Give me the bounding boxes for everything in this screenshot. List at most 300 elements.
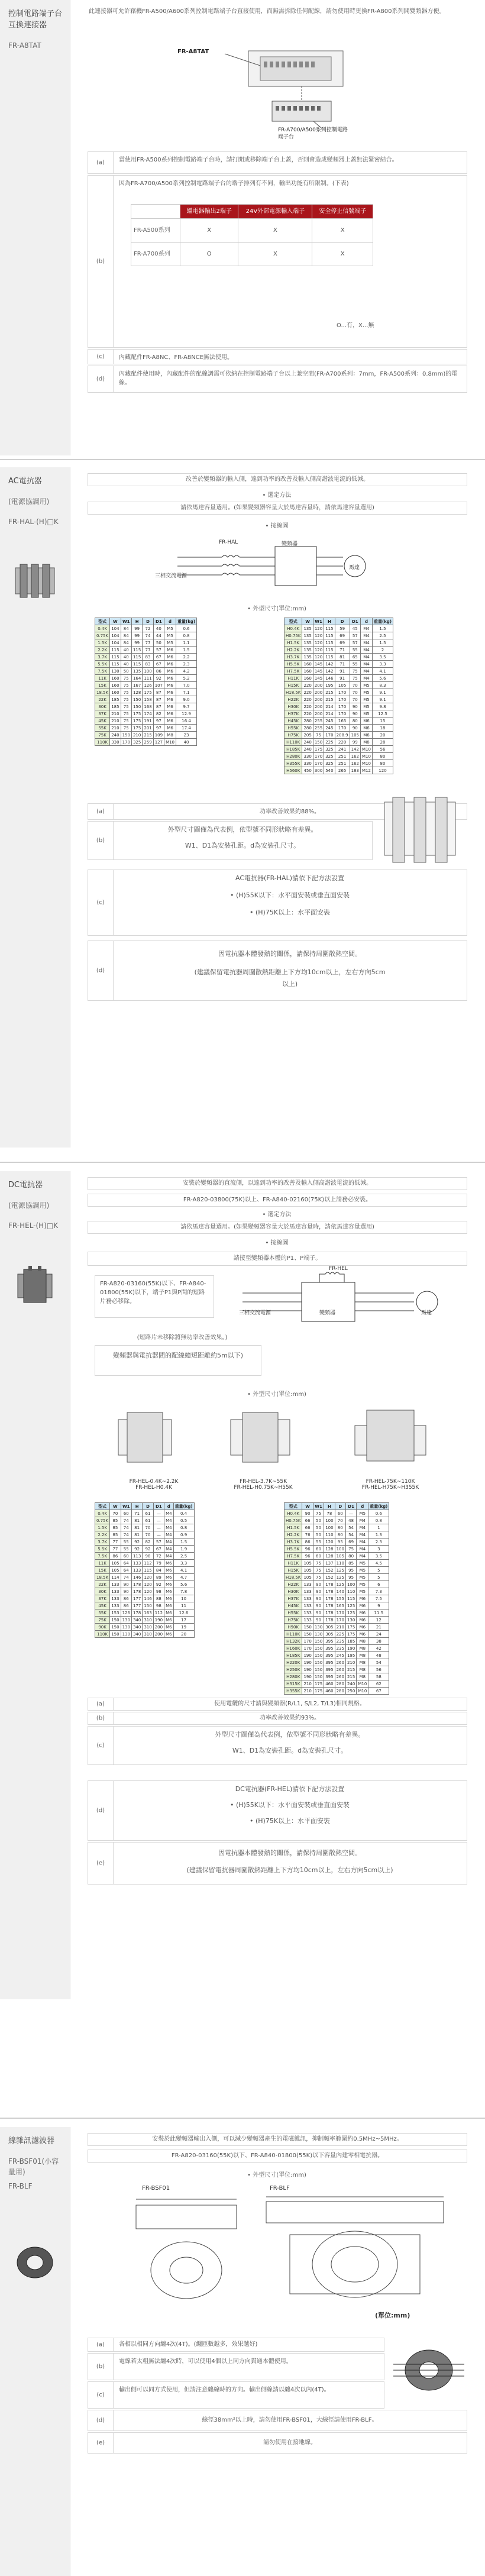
table-cell: H3.7K: [284, 654, 302, 661]
table-cell: 450: [302, 767, 313, 774]
table-cell: X: [312, 219, 373, 243]
table-row: [284, 732, 393, 739]
table-row: [95, 668, 197, 675]
table-cell: 105: [335, 682, 350, 689]
table-cell: M4: [361, 639, 373, 647]
table-cell: M4: [361, 661, 373, 668]
table-cell: 142: [350, 746, 360, 753]
table-cell: 195: [345, 1652, 356, 1659]
table-cell: 100: [345, 1581, 356, 1588]
table-cell: 190: [302, 1652, 313, 1659]
table-cell: 137: [324, 1560, 335, 1567]
table-cell: 80: [372, 760, 393, 767]
table-row: [95, 647, 197, 654]
table-row: [284, 654, 393, 661]
table-row: [284, 1609, 389, 1617]
table-cell: 395: [324, 1638, 335, 1645]
table-cell: 210: [110, 717, 121, 725]
table-cell: 130: [121, 1624, 131, 1631]
table-cell: 55K: [95, 725, 110, 732]
table-cell: 70: [350, 689, 360, 696]
table-cell: H250K: [284, 1666, 302, 1673]
table-cell: 126: [143, 682, 153, 689]
table-cell: 75: [121, 682, 131, 689]
wiring-label-reactor: FR-HAL: [219, 539, 238, 545]
table-cell: M5: [361, 710, 373, 717]
table-cell: 57: [153, 647, 164, 654]
note-text: DC電抗器(FR-HEL)請依下記方法設置: [235, 1785, 345, 1793]
table-cell: 1.9: [173, 1546, 194, 1553]
table-row: [95, 654, 197, 661]
table-row: [284, 739, 393, 746]
table-cell: 220: [302, 710, 313, 717]
table-cell: H11K: [284, 1560, 302, 1567]
table-cell: M4: [164, 1517, 174, 1524]
table-row: [95, 1581, 195, 1588]
table-cell: H110K: [284, 739, 302, 746]
table-cell: M8: [357, 1659, 368, 1666]
wiring-label-reactor: FR-HEL: [329, 1266, 348, 1272]
table-cell: 48: [345, 1517, 356, 1524]
table-cell: H220K: [284, 1659, 302, 1666]
table-cell: 0.75K: [95, 632, 110, 639]
table-cell: M6: [361, 732, 373, 739]
table-column-header: D1: [153, 1503, 164, 1510]
table-cell: M12: [361, 767, 373, 774]
section-terminal-connector: [0, 0, 485, 455]
table-cell: 120: [313, 632, 324, 639]
table-cell: 120: [313, 639, 324, 647]
table-cell: M6: [164, 1602, 174, 1609]
table-column-header: 型式: [284, 618, 302, 625]
table-row: [95, 739, 197, 746]
table-cell: H280K: [284, 753, 302, 760]
table-cell: 178: [131, 1588, 142, 1595]
table-cell: 245: [335, 1652, 345, 1659]
table-cell: 86: [121, 1595, 131, 1602]
table-cell: 85: [110, 1517, 121, 1524]
table-cell: 90: [302, 1510, 313, 1517]
table-cell: 95: [335, 1539, 345, 1546]
table-cell: 90: [121, 1588, 131, 1595]
table-cell: 1.5: [176, 647, 197, 654]
table-column-header: 重量(kg): [368, 1503, 389, 1510]
note-text: 因電抗器本體發熱的關係，請保持周圍散熱空間。: [218, 950, 361, 958]
table-cell: 170: [335, 703, 350, 710]
table-cell: 40: [176, 739, 197, 746]
table-cell: 100: [324, 1517, 335, 1524]
table-column-header: W: [302, 618, 313, 625]
table-cell: 115: [110, 654, 121, 661]
table-cell: 89: [153, 1574, 164, 1581]
table-cell: 45K: [95, 1602, 110, 1609]
table-row: [284, 1588, 389, 1595]
note-key: (c): [96, 2391, 105, 2399]
table-cell: 175: [131, 717, 142, 725]
table-cell: 80: [345, 1553, 356, 1560]
table-cell: 4.2: [176, 668, 197, 675]
table-row: [284, 1595, 389, 1602]
table-cell: 12: [368, 1617, 389, 1624]
table-cell: 74: [121, 1524, 131, 1531]
section-title: AC電抗器: [8, 477, 42, 486]
table-row: [95, 1531, 195, 1539]
note-key: (b): [96, 258, 105, 265]
table-cell: M8: [357, 1666, 368, 1673]
table-cell: M6: [164, 1631, 174, 1638]
table-cell: H30K: [284, 1588, 302, 1595]
section-title: DC電抗器: [8, 1181, 43, 1190]
note-key: (a): [96, 1701, 105, 1708]
ac-wiring-diagram: [166, 534, 379, 599]
table-cell: M6: [164, 668, 176, 675]
table-cell: 1.5: [173, 1539, 194, 1546]
table-column-header: 型式: [284, 1503, 302, 1510]
table-cell: 178: [324, 1609, 335, 1617]
table-column-header: W: [110, 1503, 121, 1510]
table-cell: 115: [324, 632, 335, 639]
table-cell: 40: [121, 647, 131, 654]
table-row: [284, 1531, 389, 1539]
note-key: (e): [96, 1860, 105, 1867]
table-cell: 2.5: [372, 632, 393, 639]
table-cell: 200: [153, 1631, 164, 1638]
table-row: [284, 1673, 389, 1680]
table-row: [284, 632, 393, 639]
table-cell: 18.5K: [95, 689, 110, 696]
table-cell: M6: [164, 682, 176, 689]
table-cell: 75: [121, 725, 131, 732]
table-cell: 175: [313, 1680, 324, 1688]
table-cell: 105: [335, 1553, 345, 1560]
table-cell: 135: [302, 632, 313, 639]
table-cell: 5: [368, 1567, 389, 1574]
dc-note-e: [88, 1842, 467, 1885]
dc-wiring-diagram: [237, 1269, 461, 1329]
table-cell: 140: [335, 1588, 345, 1595]
wiring-title: • 接線圖: [265, 523, 289, 529]
table-cell: 91: [335, 675, 350, 682]
table-cell: 120: [313, 647, 324, 654]
table-cell: 83: [143, 661, 153, 668]
wiring-label-inverter: 變頻器: [319, 1310, 336, 1316]
table-cell: 80: [350, 717, 360, 725]
table-cell: 215: [143, 732, 153, 739]
select-title: • 選定方法: [262, 492, 292, 499]
table-cell: 84: [121, 632, 131, 639]
table-row: [95, 661, 197, 668]
table-column-header: D: [335, 618, 350, 625]
table-cell: 200: [313, 696, 324, 703]
table-cell: 15K: [95, 1567, 110, 1574]
select-box: [88, 502, 467, 515]
table-cell: 80: [335, 1531, 345, 1539]
table-cell: 88: [153, 1595, 164, 1602]
table-cell: 57: [350, 639, 360, 647]
table-cell: M4: [357, 1539, 368, 1546]
table-cell: 175: [143, 689, 153, 696]
table-column-header: H: [324, 1503, 335, 1510]
table-cell: 214: [324, 710, 335, 717]
table-cell: H355K: [284, 760, 302, 767]
table-cell: 57: [350, 632, 360, 639]
table-cell: 75K: [95, 1617, 110, 1624]
table-cell: 66: [302, 1517, 313, 1524]
table-cell: 208.9: [335, 732, 350, 739]
table-row: [95, 1602, 195, 1609]
table-cell: 145: [313, 668, 324, 675]
table-cell: 5.6: [372, 675, 393, 682]
table-cell: 2.3: [368, 1539, 389, 1546]
table-cell: 305: [324, 1624, 335, 1631]
table-cell: 305: [324, 1631, 335, 1638]
table-cell: 75: [121, 675, 131, 682]
table-cell: 162: [350, 753, 360, 760]
table-cell: 191: [143, 717, 153, 725]
table-cell: 70: [335, 1517, 345, 1524]
table-cell: 67: [153, 1546, 164, 1553]
note-text: 輸出側可以同方式使用，但請注意纏線時的方向。輸出側線請以纏4次以內(4T)。: [119, 2387, 330, 2393]
dim-table-200v: [95, 618, 197, 746]
intro-text: 安裝於變頻器的直流側，以達到功率的改善及輸入側高諧波電流的低減。: [183, 1180, 372, 1187]
table-cell: 310: [143, 1617, 153, 1624]
table-cell: 83: [143, 654, 153, 661]
table-cell: 178: [131, 1581, 142, 1588]
table-cell: H132K: [284, 1638, 302, 1645]
table-cell: 245: [324, 717, 335, 725]
note-key: (b): [96, 837, 105, 844]
table-cell: 150: [313, 1645, 324, 1652]
table-cell: M5: [357, 1574, 368, 1581]
intro-text: 改善於變頻器的輸入側，達到功率的改善及輸入側高諧波電流的低減。: [186, 476, 369, 483]
table-cell: 115: [345, 1595, 356, 1602]
table-cell: 190: [302, 1666, 313, 1673]
table-cell: 50: [313, 1524, 324, 1531]
note-text: 內藏配件使用時，內藏配件的配線調需可依納在控制電路端子台以上兼空間(FR-A700系列：7mm，FR-A500系列：0.8mm)的電線。: [119, 371, 458, 386]
table-cell: 80: [335, 1524, 345, 1531]
table-cell: 72: [153, 1553, 164, 1560]
table-cell: 170: [302, 1645, 313, 1652]
note-subtext: (建議保留電抗器周圍散熱距離上下方均10cm以上，左右方向5cm以上): [194, 968, 386, 988]
table-cell: 310: [143, 1624, 153, 1631]
table-cell: 170: [324, 732, 335, 739]
table-cell: 30K: [95, 703, 110, 710]
table-cell: X: [312, 243, 373, 266]
table-cell: 10: [173, 1595, 194, 1602]
table-cell: 90: [313, 1617, 324, 1624]
table-row: [95, 1510, 195, 1517]
table-cell: 72: [143, 625, 153, 632]
table-cell: M6: [164, 1567, 174, 1574]
table-cell: 175: [345, 1631, 356, 1638]
note-key: (a): [96, 808, 105, 815]
table-cell: 100: [335, 1546, 345, 1553]
table-cell: 177: [131, 1595, 142, 1602]
table-row: [284, 1581, 389, 1588]
table-cell: 74: [121, 1531, 131, 1539]
table-cell: H45K: [284, 717, 302, 725]
table-row: [284, 746, 393, 753]
table-cell: 210: [302, 1688, 313, 1695]
table-row: [95, 689, 197, 696]
table-cell: 104: [110, 632, 121, 639]
table-cell: 90K: [95, 1624, 110, 1631]
table-cell: 99: [131, 639, 142, 647]
table-cell: 160: [110, 675, 121, 682]
table-cell: 54: [345, 1524, 356, 1531]
table-cell: M4: [164, 1539, 174, 1546]
row-header: FR-A700系列: [131, 243, 180, 266]
table-cell: 60: [121, 1510, 131, 1517]
table-cell: 0.4K: [95, 1510, 110, 1517]
dc-outline-figures: [101, 1402, 455, 1473]
table-row: [95, 717, 197, 725]
table-cell: 0.8: [368, 1517, 389, 1524]
table-cell: 90: [313, 1602, 324, 1609]
table-cell: M4: [164, 1546, 174, 1553]
table-row: [95, 1553, 195, 1560]
dim-title: • 外型尺寸(單位:mm): [247, 1391, 306, 1398]
table-cell: 146: [131, 1574, 142, 1581]
table-cell: M6: [164, 717, 176, 725]
ac-dimension-tables: [95, 618, 461, 783]
table-cell: M4: [361, 632, 373, 639]
table-cell: 99: [350, 739, 360, 746]
table-cell: M6: [164, 1588, 174, 1595]
table-row: [284, 1666, 389, 1673]
table-cell: 60: [313, 1546, 324, 1553]
filter-note-c: [88, 2381, 384, 2409]
table-cell: M5: [357, 1567, 368, 1574]
note-key: (c): [96, 1742, 105, 1749]
table-cell: 56: [372, 746, 393, 753]
table-cell: 75: [313, 1567, 324, 1574]
table-cell: 75: [350, 675, 360, 682]
intro-box: [88, 1177, 467, 1190]
table-cell: 20: [173, 1631, 194, 1638]
table-cell: 225: [324, 739, 335, 746]
note-subtext: (建議保留電抗器周圍散熱距離上下方均10cm以上，左右方向5cm以上): [186, 1866, 393, 1874]
table-cell: 22K: [95, 696, 110, 703]
table-cell: 241: [335, 746, 350, 753]
col-header: 安全停止信號端子: [312, 205, 373, 219]
table-row: [284, 1652, 389, 1659]
table-cell: 115: [324, 625, 335, 632]
table-cell: 175: [131, 710, 142, 717]
table-column-header: d: [357, 1503, 368, 1510]
table-cell: M6: [164, 1617, 174, 1624]
note-key: (e): [96, 2439, 105, 2446]
table-cell: 86: [153, 668, 164, 675]
table-cell: 105: [110, 1567, 121, 1574]
table-cell: 85: [110, 1531, 121, 1539]
table-cell: 95: [345, 1567, 356, 1574]
ac-note-b: [88, 821, 373, 860]
table-cell: 155: [335, 1595, 345, 1602]
table-cell: H3.7K: [284, 1539, 302, 1546]
table-cell: 160: [110, 689, 121, 696]
line-filter-thumbnail: [12, 2243, 58, 2282]
table-cell: 77: [110, 1539, 121, 1546]
table-cell: 28: [372, 739, 393, 746]
wiring-label-power: 三相交流電源: [155, 573, 187, 579]
dim-title: • 外型尺寸(單位:mm): [247, 2172, 306, 2179]
ac-note-c: [88, 870, 467, 936]
table-cell: M4: [361, 668, 373, 675]
table-cell: 330: [302, 753, 313, 760]
table-row: [284, 1539, 389, 1546]
table-cell: 70: [110, 1510, 121, 1517]
table-cell: M5: [361, 689, 373, 696]
fig-caption: FR-HEL-75K~110K FR-HEL-H75K~H355K: [361, 1479, 419, 1491]
table-column-header: W1: [313, 618, 324, 625]
table-cell: M6: [361, 725, 373, 732]
table-cell: H7.5K: [284, 668, 302, 675]
table-cell: 55: [350, 661, 360, 668]
table-cell: 9.7: [176, 703, 197, 710]
table-cell: 4.1: [173, 1567, 194, 1574]
table-cell: 90: [350, 703, 360, 710]
table-cell: H37K: [284, 710, 302, 717]
table-cell: 259: [143, 739, 153, 746]
table-legend: O...有，X...無: [337, 322, 374, 329]
table-cell: M8: [357, 1652, 368, 1659]
note-text: 使用電纜的尺寸請與變頻器(R/L1, S/L2, T/L3)相同規格。: [214, 1701, 366, 1707]
table-cell: 280: [302, 725, 313, 732]
table-column-header: H: [131, 1503, 142, 1510]
table-cell: 170: [313, 753, 324, 760]
model-code: FR-HEL-(H)□K: [8, 1221, 59, 1230]
note-key: (b): [96, 1715, 105, 1722]
table-cell: H355K: [284, 1688, 302, 1695]
table-cell: 11K: [95, 1560, 110, 1567]
table-cell: 127: [153, 739, 164, 746]
note-text: 當使用FR-A500系列控制電路端子台時，請打開或移除端子台上蓋，否則會造成變頻器上蓋無法緊密結合。: [119, 157, 398, 163]
fig-caption: FR-HEL-3.7K~55K FR-HEL-H0.75K~H55K: [234, 1479, 293, 1491]
table-cell: 310: [143, 1631, 153, 1638]
table-cell: 86: [302, 1539, 313, 1546]
table-cell: M4: [357, 1531, 368, 1539]
note-subtext: W1、D1為安裝孔距。d為安裝孔尺寸。: [232, 1747, 348, 1754]
table-row: [95, 625, 197, 632]
table-cell: 2.2K: [95, 647, 110, 654]
table-cell: 126: [121, 1609, 131, 1617]
table-cell: 3.5: [368, 1553, 389, 1560]
filter-outline-figures: [112, 2193, 455, 2306]
table-cell: 160: [302, 661, 313, 668]
table-cell: 55K: [95, 1609, 110, 1617]
table-row: [95, 632, 197, 639]
table-cell: O: [180, 243, 238, 266]
sidebar-terminal-connector: [0, 0, 70, 455]
table-cell: H55K: [284, 1609, 302, 1617]
table-cell: 90: [350, 725, 360, 732]
table-cell: 67: [368, 1688, 389, 1695]
table-cell: 37K: [95, 1595, 110, 1602]
filter-note-e: [88, 2432, 467, 2454]
dim-table-200v: [95, 1502, 195, 1638]
table-cell: 37K: [95, 710, 110, 717]
note-subtext: W1、D1為安裝孔距。d為安裝孔尺寸。: [185, 842, 300, 849]
ac-reactor-thumbnail: [12, 562, 58, 601]
table-cell: M8: [357, 1638, 368, 1645]
table-cell: 1.5: [372, 625, 393, 632]
table-cell: 215: [324, 689, 335, 696]
table-cell: H90K: [284, 1624, 302, 1631]
table-cell: M4: [361, 625, 373, 632]
table-cell: 128: [131, 689, 142, 696]
table-column-header: W: [302, 1503, 313, 1510]
